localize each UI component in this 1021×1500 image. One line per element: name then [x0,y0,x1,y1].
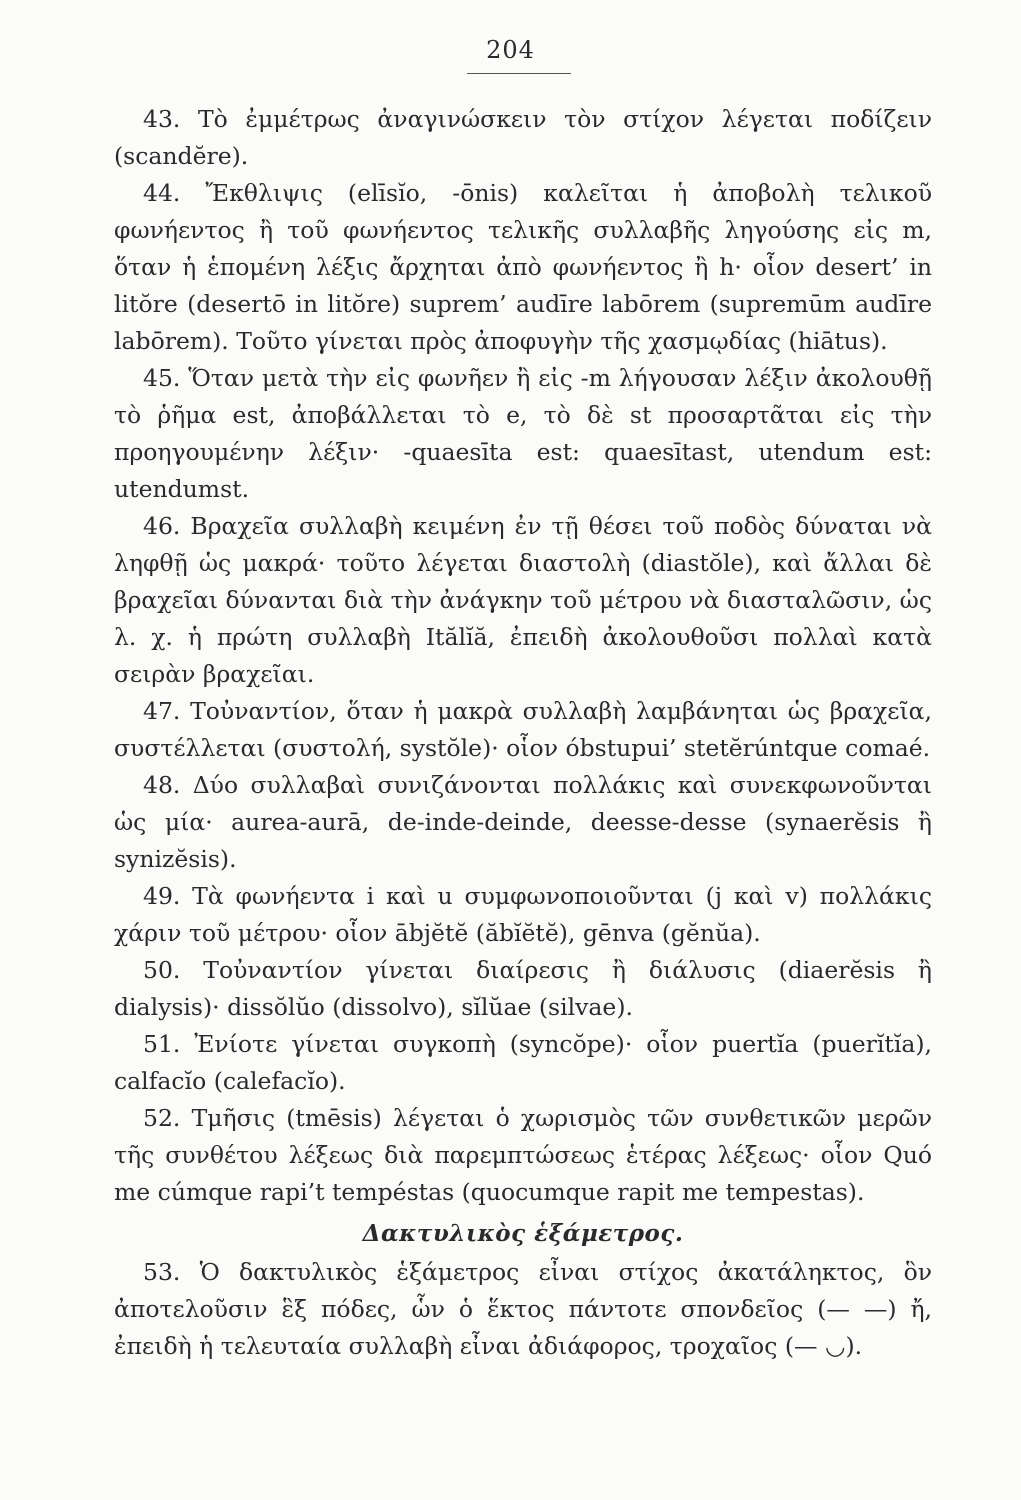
header-rule [467,73,571,74]
paragraph-43: 43. Τὸ ἐμμέτρως ἀναγινώσκειν τὸν στίχον λέγεται ποδίζειν (scandĕre). [114,105,932,170]
paragraph-51: 51. Ἐνίοτε γίνεται συγκοπὴ (syncŏpe)· οἷον puertĭa (puerĭtĭa), calfacĭo (calefacĭo). [114,1030,932,1095]
paragraph-53: 53. Ὁ δακτυλικὸς ἑξάμετρος εἶναι στίχος ἀκατάληκτος, ὃν ἀποτελοῦσιν ἓξ πόδες, ὧν ὁ ἕκτος πάντοτε σπονδεῖος (— —) ἤ, ἐπειδὴ ἡ τελευταία συλλαβὴ εἶναι ἀδιάφορος, τροχαῖος (— ◡). [114,1258,932,1360]
paragraph-52: 52. Τμῆσις (tmēsis) λέγεται ὁ χωρισμὸς τῶν συνθετικῶν μερῶν τῆς συνθέτου λέξεως διὰ παρεμπτώσεως ἑτέρας λέξεως· οἷον Quó me cúmque rapi’t tempéstas (quocumque rapit me tempestas). [114,1104,932,1206]
section-heading: Δακτυλικὸς ἑξάμετρος. [362,1220,684,1247]
paragraph-50: 50. Τοὐναντίον γίνεται διαίρεσις ἢ διάλυσις (diaerĕsis ἢ dialysis)· dissŏlŭo (dissolvo), sĭlŭae (silvae). [114,956,932,1021]
paragraph-46: 46. Βραχεῖα συλλαβὴ κειμένη ἐν τῇ θέσει τοῦ ποδὸς δύναται νὰ ληφθῇ ὡς μακρά· τοῦτο λέγεται διαστολὴ (diastŏle), καὶ ἄλλαι δὲ βραχεῖαι δύνανται διὰ τὴν ἀνάγκην τοῦ μέτρου νὰ διασταλῶσιν, ὡς λ. χ. ἡ πρώτη συλλαβὴ Itălĭă, ἐπειδὴ ἀκολουθοῦσι πολλαὶ κατὰ σειρὰν βραχεῖαι. [114,512,932,688]
page-body [114,101,932,1365]
page-number: 204 [486,36,535,64]
paragraph-45: 45. Ὅταν μετὰ τὴν εἰς φωνῆεν ἢ εἰς -m λήγουσαν λέξιν ἀκολουθῇ τὸ ῥῆμα est, ἀποβάλλεται τὸ e, τὸ δὲ st προσαρτᾶται εἰς τὴν προηγουμένην λέξιν· -quaesīta est: quaesītast, utendum est: utendumst. [114,364,932,503]
paragraph-44: 44. Ἔκθλιψις (elīsĭo, -ōnis) καλεῖται ἡ ἀποβολὴ τελικοῦ φωνήεντος ἢ τοῦ φωνήεντος τελικῆς συλλαβῆς ληγούσης εἰς m, ὅταν ἡ ἑπομένη λέξις ἄρχηται ἀπὸ φωνήεντος ἢ h· οἷον desert’ in litŏre (desertō in litŏre) suprem’ audīre labōrem (supremūm audīre labōrem). Τοῦτο γίνεται πρὸς ἀποφυγὴν τῆς χασμῳδίας (hiātus). [114,179,932,355]
paragraph-49: 49. Τὰ φωνήεντα i καὶ u συμφωνοποιοῦνται (j καὶ v) πολλάκις χάριν τοῦ μέτρου· οἷον ābjĕtĕ (ăbĭĕtĕ), gēnva (gĕnŭa). [114,882,932,947]
paragraph-47: 47. Τοὐναντίον, ὅταν ἡ μακρὰ συλλαβὴ λαμβάνηται ὡς βραχεῖα, συστέλλεται (συστολή, systŏle)· οἷον óbstupui’ stetĕrúntque comaé. [114,697,932,762]
paragraph-48: 48. Δύο συλλαβαὶ συνιζάνονται πολλάκις καὶ συνεκφωνοῦνται ὡς μία· aurea-aurā, de-inde-deinde, deesse-desse (synaerĕsis ἢ synizĕsis). [114,771,932,873]
